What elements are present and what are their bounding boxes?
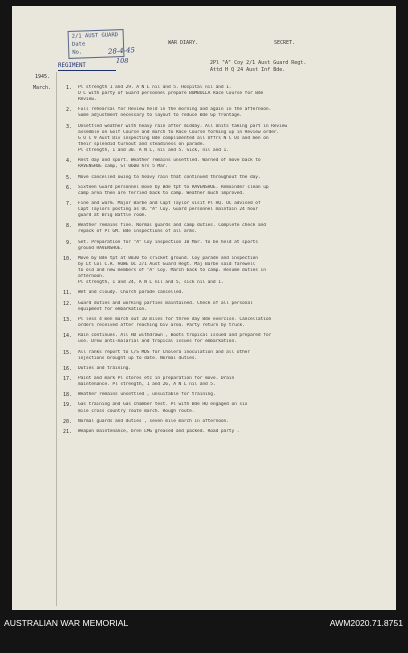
entry-day: 19. [62, 402, 72, 409]
diary-entry [12, 256, 396, 286]
entry-text-line: Rest day and sport. Weather remains unsettled. Warned of move back to [78, 158, 261, 164]
entry-text-line: Rain continues. All HD withdrawn , Boots tropical issued and prepared for [78, 333, 272, 339]
entry-text-line: their splendid turnout and steadiness on parade. [78, 141, 205, 147]
diary-entry [12, 124, 396, 154]
year-label: 1945. [35, 74, 51, 80]
entry-text-line: Guard duties and working parties maintained. Check of all personal [78, 300, 253, 306]
handwritten-number: 108 [116, 57, 129, 65]
entry-text [78, 419, 378, 425]
entry-text [78, 85, 378, 103]
entry-text-line: Weapon maintenance, bren LMG greased and packed. Road party . [78, 428, 240, 434]
unit-line-1: 2Pl "A" Coy 2/1 Aust Guard Regt. [210, 60, 307, 66]
entry-day: 13. [62, 316, 72, 323]
diary-entry [12, 185, 396, 197]
entry-text-line: Sixteen Guard personnel move by Bde tpt to RAVENSHOE. Remainder clean up [78, 184, 269, 190]
entry-text [78, 256, 378, 286]
entry-text-line: Full rehearsal for Review held in the morning and again in the afternoon. [78, 107, 272, 113]
entry-text [78, 240, 378, 252]
diary-entry [12, 290, 396, 296]
stamp-number-label: No. [72, 49, 83, 56]
classification: SECRET. [274, 40, 296, 46]
entry-day: 7. [65, 200, 72, 207]
entry-text-line: Duties and training. [78, 365, 131, 371]
entry-day: 15. [62, 349, 72, 356]
entry-text-line: maintenance. Pl strength, 1 and 26, A N L nil and 5. [78, 382, 216, 388]
diary-entry [12, 317, 396, 329]
diary-entries [12, 85, 396, 439]
regiment-label: REGIMENT [58, 63, 86, 69]
entry-text-line: ground RAVENSHOE. [78, 245, 123, 251]
entry-day: 4. [65, 158, 72, 165]
entry-text-line: G O C 9 Aust Div inspecting Bde complimented all Offrs N C Os and men on [78, 135, 269, 141]
entry-day: 18. [62, 392, 72, 399]
entry-text [78, 402, 378, 414]
diary-entry [12, 392, 396, 398]
handwritten-date: 28-4-45 [107, 46, 136, 56]
entry-text-line: Some adjustment necessary to layout to reduce Bde Gp frontage. [78, 113, 243, 119]
diary-entry [12, 402, 396, 414]
entry-text [78, 201, 378, 219]
footer-accession: AWM2020.71.8751 [329, 618, 403, 628]
entry-text [78, 429, 378, 435]
entry-text-line: O C with party of Guard personnel prepare BOMBOLLA Race Course for Bde [78, 91, 264, 97]
entry-text-line: RAVENSHOE camp, ST 0600 hrs 5 Mar. [78, 164, 168, 170]
footer-institution: AUSTRALIAN WAR MEMORIAL [4, 618, 129, 628]
entry-text-line: repack of Pl GM. Bde inspections of all arms. [78, 229, 198, 235]
entry-day: 9. [65, 239, 72, 246]
entry-text-line: camp area then are ferried back to camp. Weather much improved. [78, 190, 245, 196]
entry-text-line: guard at Brig Battle room. [78, 213, 147, 219]
entry-day: 10. [62, 255, 72, 262]
entry-day: 5. [65, 174, 72, 181]
entry-day: 16. [62, 365, 72, 372]
entry-text [78, 366, 378, 372]
entry-text [78, 185, 378, 197]
entry-text-line: Pl less 4 men march out 10 miles for three day Bde exercise. Cancellation [78, 316, 272, 322]
entry-text [78, 376, 378, 388]
entry-text [78, 175, 378, 181]
entry-text-line: use. Drew anti-malarial and tropical issues for embarkation. [78, 339, 237, 345]
diary-entry [12, 201, 396, 219]
document-title: WAR DIARY. [168, 40, 199, 46]
diary-entry [12, 301, 396, 313]
entry-text-line: mile cross country route march. Rough route. [78, 408, 195, 414]
entry-day: 6. [65, 184, 72, 191]
entry-text [78, 317, 378, 329]
entry-text [78, 350, 378, 362]
regiment-underline [58, 70, 116, 71]
entry-text-line: Pl strength 1 and 29. A N L nil and 5. Hospital nil and 1. [78, 85, 232, 90]
entry-text-line: Paint and mark Pl stores etc in preparation for move. Drain [78, 375, 235, 381]
entry-text [78, 392, 378, 398]
diary-page [12, 6, 396, 610]
stamp-unit: 2/1 AUST GUARD [71, 32, 119, 40]
entry-text [78, 107, 378, 119]
diary-entry [12, 158, 396, 170]
entry-text-line: assemble on Golf Course and march to Race Course forming up in Review order. [78, 129, 280, 135]
diary-entry [12, 240, 396, 252]
entry-day: 2. [65, 107, 72, 114]
entry-text-line: Fine and warm. Major Barbe and Capt Taylor visit Pl HQ. OC advised of [78, 200, 261, 206]
diary-entry [12, 419, 396, 425]
diary-entry [12, 333, 396, 345]
entry-text-line: Capt Taylors posting as OC "A" Coy. Guard personnel maintain 24 hour [78, 207, 258, 213]
entry-text-line: to old and new members of "A" Coy. March back to camp. Resume duties in [78, 268, 266, 274]
entry-text-line: Move by Bde tpt at 0830 to cricket ground. Coy parade and inspection [78, 255, 258, 261]
entry-text-line: Review. [78, 97, 97, 103]
entry-text-line: equipment for embarkation. [78, 306, 147, 312]
entry-text-line: All ranks report to C/S MDS for Cholera inoculation and all other [78, 349, 250, 355]
entry-day: 8. [65, 223, 72, 230]
entry-text [78, 290, 378, 296]
entry-text-line: Pl strength, 1 and 30. A N L, nil and 5. Sick, nil and 1. [78, 148, 229, 154]
diary-entry [12, 376, 396, 388]
entry-day: 1. [65, 85, 72, 91]
diary-entry [12, 85, 396, 103]
entry-day: 21. [62, 428, 72, 435]
entry-month: March. [33, 85, 52, 91]
stamp-date-label: Date [71, 41, 86, 48]
entry-text-line: Move cancelled owing to heavy rain that continued throughout the day. [78, 174, 261, 180]
diary-entry [12, 429, 396, 435]
entry-text [78, 223, 378, 235]
entry-text-line: Normal guards and duties , seven mile march in afternoon. [78, 418, 229, 424]
entry-text [78, 301, 378, 313]
entry-text-line: afternoon. [78, 274, 105, 280]
diary-entry [12, 107, 396, 119]
entry-day: 17. [62, 375, 72, 382]
entry-text-line: Weather remains unsettled , unsuitable for training. [78, 392, 216, 398]
diary-entry [12, 366, 396, 372]
entry-text [78, 333, 378, 345]
entry-text-line: Gas training and Gas chamber test. Pl with Bde HQ engaged on six [78, 402, 248, 408]
entry-day: 14. [62, 333, 72, 340]
entry-text [78, 158, 378, 170]
entry-day: 20. [62, 418, 72, 425]
entry-text [78, 124, 378, 154]
entry-text-line: Pl strength, 1 and 24, A N L nil and 5, sick nil and 1. [78, 280, 224, 286]
diary-entry [12, 223, 396, 235]
entry-day: 3. [65, 123, 72, 130]
entry-text-line: Unsettled weather with heavy rain after midday. All Units taking part in Review [78, 123, 288, 129]
diary-entry [12, 350, 396, 362]
entry-text-line: injections brought up to date. Normal duties. [78, 355, 198, 361]
diary-entry [12, 175, 396, 181]
entry-day: 11. [62, 290, 72, 297]
entry-text-line: by Lt Col C.R. HOWE OC 2/1 Aust Guard Regt. Maj Barbe said farewell [78, 262, 256, 267]
entry-text-line: orders received after reaching biv area. Party return by truck. [78, 323, 245, 329]
unit-line-2: Attd H Q 24 Aust Inf Bde. [210, 67, 286, 73]
entry-text-line: Set. Preparation for "A" Coy inspection 10 Mar. to be held at sports [78, 239, 258, 245]
entry-text-line: Wet and cloudy. Church parade cancelled. [78, 290, 184, 296]
entry-day: 12. [62, 300, 72, 307]
entry-text-line: Weather remains fine. Normal guards and camp duties. Complete check and [78, 223, 266, 229]
